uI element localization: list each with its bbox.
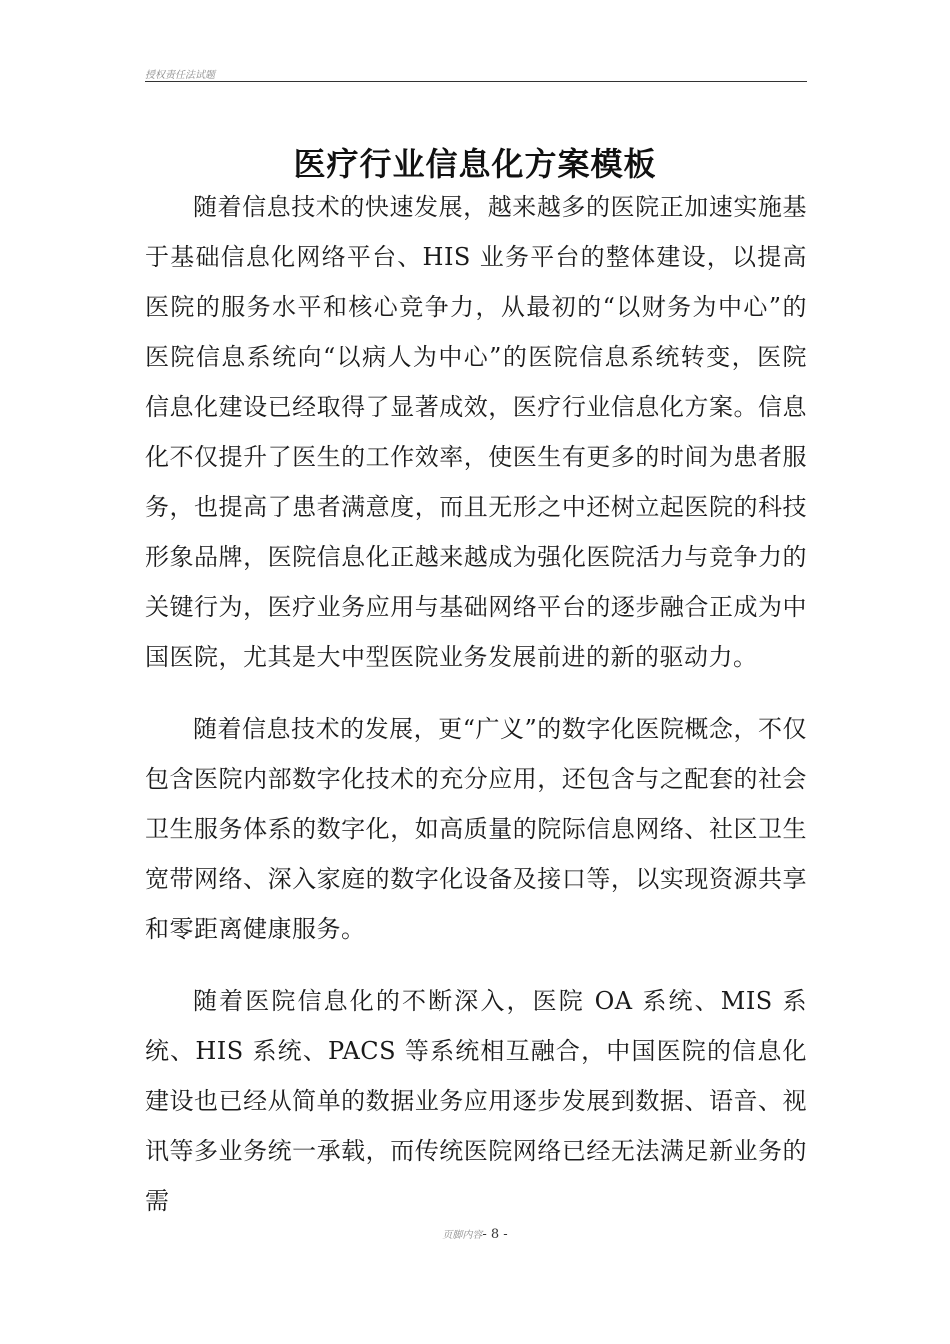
paragraph-3: 随着医院信息化的不断深入，医院 OA 系统、MIS 系统、HIS 系统、PACS 等系统相互融合，中国医院的信息化建设也已经从简单的数据业务应用逐步发展到数据、语音、视讯等多业务统一承载，而传统医院网络已经无法满足新业务的需 [145,987,807,1215]
document-title: 医疗行业信息化方案模板 [293,145,657,184]
paragraph-1: 随着信息技术的快速发展，越来越多的医院正加速实施基于基础信息化网络平台、HIS 业务平台的整体建设，以提高医院的服务水平和核心竞争力，从最初的“以财务为中心”的医院信息系统向“以病人为中心”的医院信息系统转变，医院信息化建设已经取得了显著成效，医疗行业信息化方案。信息化不仅提升了医生的工作效率，使医生有更多的时间为患者服务，也提高了患者满意度，而且无形之中还树立起医院的科技形象品牌，医院信息化正越来越成为强化医院活力与竞争力的关键行为，医疗业务应用与基础网络平台的逐步融合正成为中国医院，尤其是大中型医院业务发展前进的新的驱动力。 [145,193,807,671]
document-body [145,182,807,1215]
header-divider [145,81,807,82]
page-header-text: 授权责任法试题 [145,70,215,81]
footer-label: 页脚内容 [442,1230,483,1241]
page-footer [0,1226,950,1242]
paragraph-2: 随着信息技术的发展，更“广义”的数字化医院概念，不仅包含医院内部数字化技术的充分应用，还包含与之配套的社会卫生服务体系的数字化，如高质量的院际信息网络、社区卫生宽带网络、深入家庭的数字化设备及接口等，以实现资源共享和零距离健康服务。 [145,715,807,943]
page-number: - 8 - [482,1227,508,1242]
